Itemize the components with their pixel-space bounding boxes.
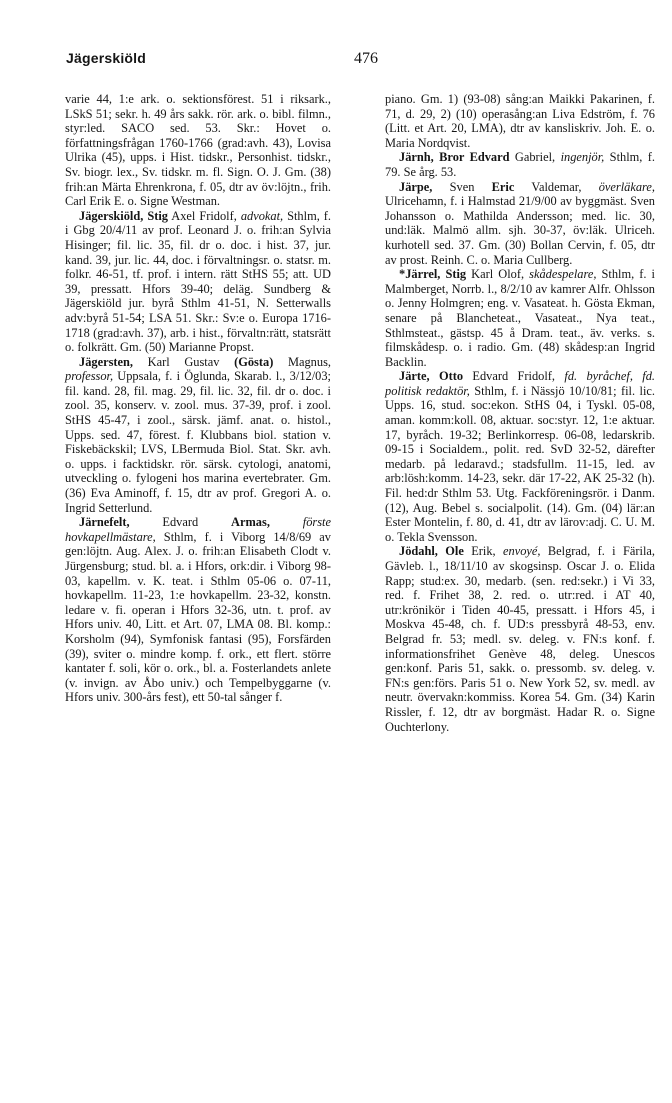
entry-name: (Gösta) bbox=[234, 354, 274, 369]
entry-text: Sven bbox=[432, 179, 492, 194]
entry-title: professor, bbox=[65, 369, 114, 384]
entry-jarte-otto bbox=[385, 369, 655, 544]
entry-title: skådespelare, bbox=[529, 267, 597, 282]
entry-jagerskiold-cont bbox=[65, 92, 331, 209]
entry-name: Armas, bbox=[231, 515, 270, 530]
entry-text: Sthlm, f. i Gbg 20/4/11 av prof. Leonard J. o. frih:an Sylvia Hisinger; fil. lic. 35, fil. dr o. doc. i hist. 37, jur. kand. 39, jur. lic. 44, doc. i förvaltningsr. o. statsr. m. folkr. 46-51, tf. prof. i intern. rätt StHS 55; att. UD 39, pressatt. Hfors 39-40; deläg. Sundberg & Jägerskiöld jur. byrå Sthlm 41-51, N. Setterwalls adv:byrå 51-54; LSA 51. Skr.: Sv:e o. Europa 1716-1718 (grad:avh. 37), arb. i hist., förvaltn:rätt, statsrätt o. folkrätt. Gm. (50) Marianne Propst. bbox=[65, 208, 331, 355]
running-head: Jägerskiöld bbox=[66, 50, 147, 66]
entry-text: Sthlm, f. i Viborg 14/8/69 av gen:löjtn. Aug. Alex. J. o. frih:an Elisabeth Clodt v. Jürgensburg; stud. bl. a. i Hfors, ork:dir. i Viborg 98-03, kapellm. v. K. teat. i Sthlm 05-06 o. 07-11, hovkapellm. 11-23, 1:e hovkapellm. 23-32, konstn. ledare v. fi. operan i Hfors 32-36, utn. t. prof. av Hfors univ. 40, Litt. et Art. 07, LMA 08. Bl. komp.: Korsholm (94), Symfonisk fantasi (95), Forsfärden (39), sviter o. mindre komp. f. ork., ett flert. större kantater f. soli, kör o. ork., bl. a. Fosterlandets anlete (v. invign. av Åbo univ.) och Tempelbyggarne (v. Hfors univ. 300-års fest), ett 50-tal sånger f. bbox=[65, 529, 331, 705]
entry-text: Axel Fridolf, bbox=[168, 208, 241, 223]
left-column bbox=[65, 92, 331, 705]
entry-title: advokat, bbox=[240, 208, 284, 223]
entry-jarpe-eric bbox=[385, 180, 655, 268]
entry-name: Eric bbox=[491, 179, 515, 194]
entry-text: Belgrad, f. i Färila, Gävleb. l., 18/11/10 av skogsinsp. Oscar J. o. Elida Rapp; stud:ex. 30, medarb. (sen. red:sekr.) i Vi 33, red. f. Frihet 38, 2. red. o. utr:red. i AT 40, utr:krönikör i Tiden 40-45, pressatt. i Hfors 45, i Moskva 45-48, ch. f. UD:s pressbyrå 48-53, env. Belgrad fr. 53; medl. sv. deleg. v. FN:s konf. f. informationsfrihet Genève 48, deleg. Unescos gen:konf. Paris 51, sakk. o. pressomb. sv. deleg. v. FN:s gen:förs. Paris 51 o. New York 52, sv. medl. av neutr. övervakn:kommiss. Korea 54. Gm. (34) Karin Rissler, f. 12, dtr av borgmäst. Hadar R. o. Signe Ouchterlony. bbox=[385, 544, 655, 734]
entry-text bbox=[270, 515, 303, 529]
entry-name: Järte, Otto bbox=[399, 369, 464, 384]
entry-jodahl-ole bbox=[385, 544, 655, 734]
entry-text: Sthlm, f. i Nässjö 10/10/81; fil. lic. Upps. 16, stud. soc:ekon. StHS 04, i Tyskl. 05-08, aman. komm:koll. 08, aktuar. soc:styr. 12, 1:e aktuar. 17, byråch. 19-32; Berlinkorresp. 06-08, ledarskrib. 09-15 i Socialdem., polit. red. SvD 32-52, därefter medarb. på ledaravd.; stadsfullm. 11-15, led. av arb:lösh:komm. 14-23, sekr. där 17-22, AK 25-32 (h). Fil. hed:dr Sthlm 53. Utg. Fackföreningsrör. i Danm. (12), Aug. Bebel s. socialpolit. (14). Gm. (04) lär:an Ester Montelin, f. 80, d. 41, dtr av lärov:adj. C. U. M. o. Tekla Svensson. bbox=[385, 383, 655, 544]
entry-name: *Järrel, Stig bbox=[399, 267, 467, 282]
entry-text: Gabriel, bbox=[509, 150, 561, 165]
entry-name: Jägerskiöld, Stig bbox=[79, 208, 168, 223]
entry-jagerskiold-stig bbox=[65, 209, 331, 355]
entry-text: Uppsala, f. i Öglunda, Skarab. l., 3/12/03; fil. kand. 28, fil. mag. 29, fil. lic. 32, fil. dr o. doc. i zool. 35, konserv. v. zool. mus. 37-39, prof. i zool. StHS 45-47, i zool., särsk. jämf. anat. o. histol., Upps. sed. 47, förest. f. Klubbans biol. station v. Fiskebäckskil; LVS, LBermuda Biol. Stat. Skr. avh. o. upps. i facktidskr. rör. särsk. cytologi, anatomi, utveckling o. fylogeni hos marina evertebrater. Gm. (36) Eva Aminoff, f. 15, dtr av prof. Gregori A. o. Ingrid Setterlund. bbox=[65, 369, 331, 515]
entry-title: envoyé, bbox=[503, 544, 541, 559]
entry-text: Sthlm, f. 79. Se årg. 53. bbox=[385, 150, 655, 179]
entry-name: Järnh, Bror Edvard bbox=[399, 150, 510, 165]
entry-text: varie 44, 1:e ark. o. sektionsförest. 51 i riksark., LSkS 51; sekr. h. 49 års sakk. rör. ark. o. bibl. filmn., styr:led. SACO sed. 53. Skr.: Hovet o. författningsfrågan 1760-1766 (grad:avh. 43), Lovisa Ulrika (45), upps. i Hist. tidskr., Personhist. tidskr., Sv. biogr. lex., Sv. tidskr. m. fl. Sign. O. J. Gm. (38) frih:an Märta Ehrenkrona, f. 05, dtr av öv:löjtn., frih. Carl Erik E. o. Signe Westman. bbox=[65, 92, 331, 209]
page-header bbox=[0, 50, 672, 74]
entry-name: Jägersten, bbox=[79, 354, 134, 369]
entry-text: Magnus, bbox=[273, 354, 331, 369]
entry-title: förste hovkapellmästare, bbox=[65, 515, 331, 544]
entry-title: ingenjör, bbox=[560, 150, 605, 165]
entry-text: piano. Gm. 1) (93-08) sång:an Maikki Pakarinen, f. 71, d. 29, 2) (10) operasång:an Liva Edström, f. 76 (Litt. et Art. 20, LMA), dtr av kansliskriv. Joh. E. o. Maria Nordqvist. bbox=[385, 92, 655, 150]
entry-jarrel-stig bbox=[385, 267, 655, 369]
entry-text: Edvard bbox=[129, 515, 232, 530]
entry-jagersten-gosta bbox=[65, 355, 331, 516]
page-number: 476 bbox=[354, 50, 378, 67]
entry-title: överläkare, bbox=[598, 179, 656, 194]
entry-text: Karl Gustav bbox=[133, 354, 235, 369]
entry-jarnefelt-armas bbox=[65, 515, 331, 705]
entry-text: Sthlm, f. i Malmberget, Norrb. l., 8/2/10 av kamrer Alfr. Ohlsson o. Jenny Holmgren; eng. v. Vasateat. h. Gösta Ekman, senare på Blancheteat., Vasateat., Nya teat., Sthlmsteat., gästsp. 45 å Dram. teat., äv. verks. s. filmskådesp. o. i radio. Gm. (48) skådesp:an Ingrid Backlin. bbox=[385, 267, 655, 369]
entry-title: fd. byråchef, fd. politisk redaktör, bbox=[385, 369, 655, 398]
entry-text: Ulricehamn, f. i Halmstad 21/9/00 av byggmäst. Sven Johansson o. Mathilda Andersson; med. lic. 30, und:läk. Malmö allm. sjh. 30-37, öv:läk. Ulriceh. kurhotell sed. 37. Gm. (30) Bollan Cervin, f. 05, dtr av prost. Reinh. C. o. Maria Cullberg. bbox=[385, 194, 655, 267]
entry-text: Valdemar, bbox=[514, 179, 599, 194]
entry-jarnefelt-cont bbox=[385, 92, 655, 150]
right-column bbox=[385, 92, 655, 734]
entry-text: Karl Olof, bbox=[466, 267, 530, 282]
entry-name: Järnefelt, bbox=[79, 515, 130, 530]
entry-jarnh-bror bbox=[385, 150, 655, 179]
entry-text: Edvard Fridolf, bbox=[463, 369, 565, 384]
entry-name: Järpe, bbox=[399, 179, 433, 194]
entry-name: Jödahl, Ole bbox=[399, 544, 464, 559]
entry-text: Erik, bbox=[463, 544, 504, 559]
